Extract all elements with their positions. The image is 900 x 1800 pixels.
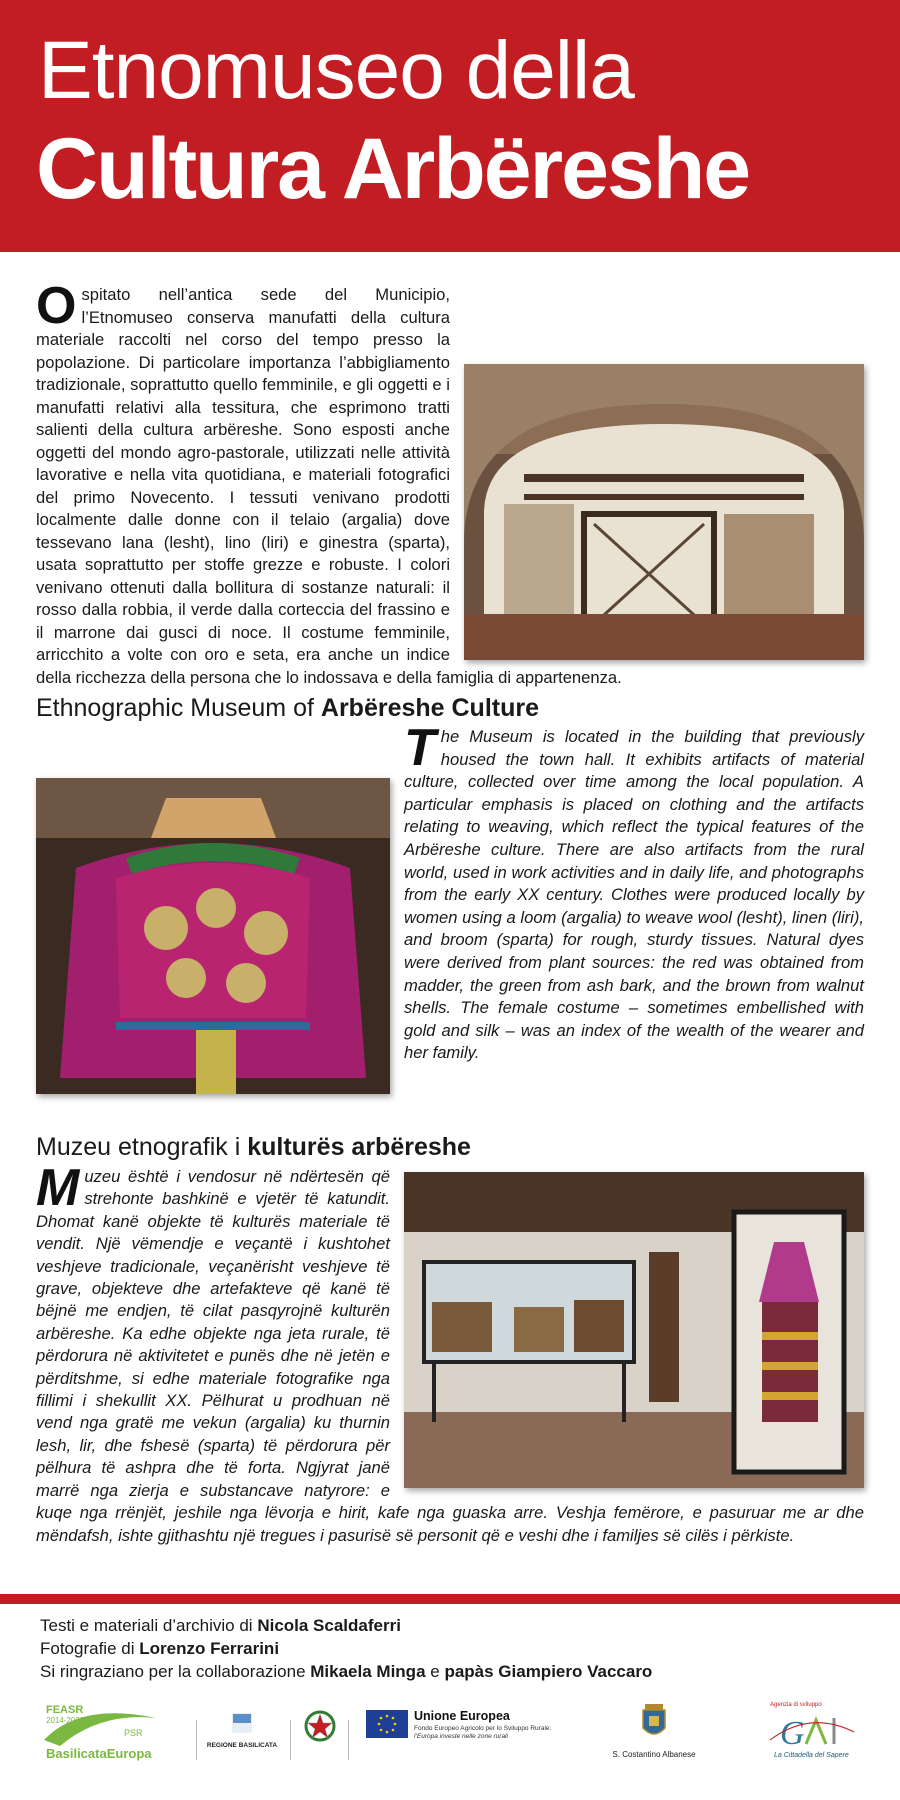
english-title-plain: Ethnographic Museum of bbox=[36, 694, 321, 722]
english-title-bold: Arbëreshe Culture bbox=[320, 694, 540, 722]
albanian-title-bold: kulturës arbëreshe bbox=[247, 1133, 471, 1161]
gal-name-label: La Cittadella del Sapere bbox=[774, 1752, 849, 1759]
display-cases-photo bbox=[404, 1172, 864, 1488]
credits-divider bbox=[0, 1594, 900, 1604]
psr-label: PSR bbox=[124, 1728, 143, 1738]
logo-separator bbox=[348, 1720, 349, 1760]
star-emblem-icon bbox=[304, 1708, 336, 1744]
gal-mark-icon bbox=[760, 1710, 860, 1750]
credits-line-2 bbox=[40, 1637, 652, 1660]
italian-dropcap: O bbox=[36, 277, 77, 335]
english-section bbox=[36, 719, 864, 1100]
eu-title: Unione Europea bbox=[414, 1709, 510, 1723]
credits-thanks-label: Si ringraziano per la collaborazione bbox=[40, 1662, 311, 1681]
italian-section bbox=[36, 277, 864, 689]
albanian-dropcap: M bbox=[36, 1159, 80, 1217]
eu-subtitle-2: l’Europa investe nelle zone rurali bbox=[414, 1733, 508, 1740]
loom-room-photo bbox=[464, 364, 864, 660]
albanian-section bbox=[36, 1159, 864, 1547]
eu-subtitle-1: Fondo Europeo Agricolo per lo Sviluppo Rurale: bbox=[414, 1725, 552, 1732]
albanian-section-title bbox=[36, 1132, 471, 1162]
albanian-title-plain: Muzeu etnografik i bbox=[36, 1133, 248, 1161]
credits-texts-author: Nicola Scaldaferri bbox=[257, 1616, 401, 1635]
logo-separator bbox=[196, 1720, 197, 1760]
english-body-text: he Museum is located in the building that previously housed the town hall. It exhibits artifacts of material culture, collected over time among the local population. A particular emphasis is placed on clothing and the artifacts relating to weaving, which reflect the typical features of the Arbëreshe culture. There are also artifacts from the rural world, used in work activities and in daily life, and photographs from the early XX century. Clothes were produced locally by women using a loom (argalia) to weave wool (lesht), linen (liri), and broom (sparta) for rough, sturdy tissues. Natural dyes were derived from plant sources: the red was obtained from madder, the green from ash bark, and the brown from walnut shells. The female costume – sometimes embellished with gold and silk – was an index of the wealth of the wearer and her family. bbox=[404, 727, 864, 1063]
header-banner bbox=[0, 0, 900, 252]
credits-thanks-conj: e bbox=[425, 1662, 445, 1681]
comune-label: S. Costantino Albanese bbox=[612, 1750, 696, 1759]
comune-crest-icon bbox=[639, 1702, 669, 1742]
feasr-label: FEASR bbox=[46, 1704, 84, 1716]
credits-photo-author: Lorenzo Ferrarini bbox=[139, 1639, 280, 1658]
credits-texts-label: Testi e materiali d’archivio di bbox=[40, 1616, 258, 1635]
regione-crest-icon bbox=[231, 1712, 253, 1734]
basilicata-europa-label: BasilicataEuropa bbox=[46, 1746, 152, 1761]
eu-logo bbox=[366, 1709, 552, 1750]
svg-text:G: G bbox=[780, 1715, 805, 1750]
regione-basilicata-logo bbox=[206, 1708, 278, 1768]
logo-strip bbox=[0, 1700, 900, 1790]
italian-republic-emblem bbox=[304, 1708, 336, 1744]
feasr-logo bbox=[40, 1700, 160, 1770]
title-line-1: Etnomuseo della bbox=[38, 25, 634, 116]
title-line-2: Cultura Arbëreshe bbox=[36, 121, 750, 217]
credits bbox=[40, 1614, 652, 1683]
feasr-years: 2014-2020 bbox=[46, 1716, 85, 1725]
albanian-body-text: uzeu është i vendosur në ndërtesën që strehonte bashkinë e vjetër të katundit. Dhomat kanë objekte të kulturës materiale të vendit. Një vëmendje e veçantë i kushtohet veshjeve tradicionale, veçanërisht veshjeve të grave, objekteve dhe artefakteve që kanë të bëjnë me endjen, të cilat pasqyrojnë kulturën arbëreshe. Ka edhe objekte nga jeta rurale, të përdorura në aktivitetet e punës dhe në jetën e përditshme, si edhe materiale fotografike nga fillimi i shekullit XX. Pëlhurat u prodhuan në vend nga gratë me vekun (argalia) ku thurnin lesh, lir, dhe fshesë (sparta) të përdorura për pëlhura të ashpra dhe të forta. Ngjyrat janë marrë nga zierja e substancave natyrore: e kuqe nga rrënjët, jeshile nga lëvorja e hirit, kafe nga guaska arre. Veshja femërore, e pasuruar me ar dhe mëndafsh, ishte gjithashtu një tregues i pasurisë së personit që e veshi dhe i familjes së cilës i përkiste. bbox=[36, 1167, 864, 1545]
logo-separator bbox=[290, 1720, 291, 1760]
embroidered-jacket-photo bbox=[36, 778, 390, 1094]
credits-line-3 bbox=[40, 1660, 652, 1683]
gal-top-label: Agenzia di sviluppo bbox=[770, 1702, 822, 1708]
gal-logo bbox=[756, 1700, 866, 1770]
english-section-title bbox=[36, 693, 539, 723]
credits-thanks-name-2: papàs Giampiero Vaccaro bbox=[444, 1662, 653, 1681]
credits-photo-label: Fotografie di bbox=[40, 1639, 140, 1658]
italian-body-text: spitato nell’antica sede del Municipio, l’Etnomuseo conserva manufatti della cultura materiale raccolti nel corso del tempo presso la popolazione. Di particolare importanza l’abbigliamento tradizionale, soprattutto quello femminile, e gli oggetti e i manufatti relativi alla tessitura, che esprimono tratti salienti della cultura arbëreshe. Sono esposti anche oggetti del mondo agro-pastorale, utilizzati nelle attività lavorative e nella vita quotidiana, e materiali fotografici del primo Novecento. I tessuti venivano prodotti localmente dalle donne con il telaio (argalia) dove tessevano lana (lesht), lino (liri) e ginestra (sparta), usata soprattutto per stoffe grezze e robuste. I colori venivano ottenuti dalla bollitura di sostanze naturali: il rosso dalla robbia, il verde dalla corteccia del frassino e il marrone dai gusci di noce. Il costume femminile, arricchito a volte con oro e seta, era anche un indice della ricchezza della persona che lo indossava e della famiglia di appartenenza. bbox=[36, 285, 622, 687]
credits-thanks-name-1: Mikaela Minga bbox=[310, 1662, 426, 1681]
eu-flag-icon bbox=[366, 1710, 408, 1738]
regione-basilicata-label: REGIONE BASILICATA bbox=[206, 1742, 278, 1749]
english-dropcap: T bbox=[404, 719, 436, 777]
credits-line-1 bbox=[40, 1614, 652, 1637]
comune-logo bbox=[594, 1700, 714, 1780]
